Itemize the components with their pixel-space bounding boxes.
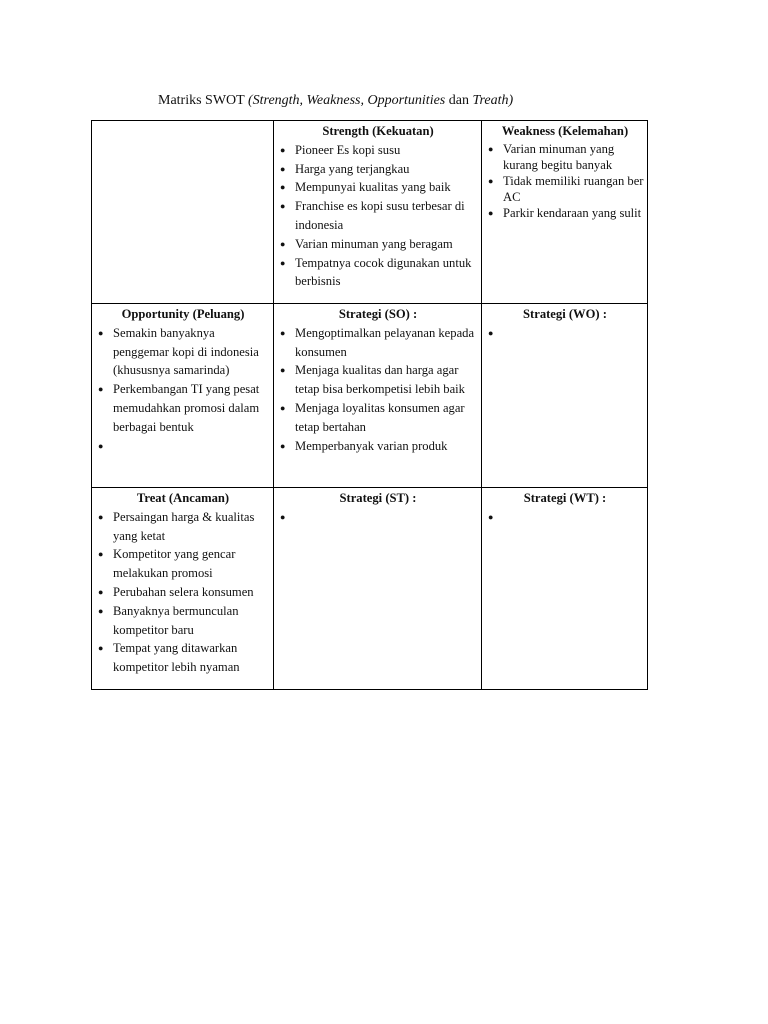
list-item (486, 324, 644, 343)
strategy-wt-header: Strategi (WT) : (523, 491, 607, 505)
list-item: ● Menjaga loyalitas konsumen agar tetap bertahan (278, 399, 478, 437)
list-item (486, 508, 644, 527)
threat-list (96, 508, 270, 677)
table-row (92, 121, 648, 304)
list-item (96, 437, 270, 456)
weakness-cell (482, 121, 648, 304)
empty-corner-cell (92, 121, 274, 304)
strength-list (278, 141, 478, 291)
strategy-so-list (278, 324, 478, 456)
list-item: ● Varian minuman yang kurang begitu banyak (486, 141, 644, 173)
table-row (92, 488, 648, 690)
strategy-so-cell (274, 304, 482, 488)
title-italic-part: (Strength, Weakness, Opportunities (247, 93, 446, 108)
list-item: ● Semakin banyaknya penggemar kopi di indonesia (khususnya samarinda) (96, 324, 270, 380)
list-item: ● Pioneer Es kopi susu (278, 141, 478, 160)
title-connector: dan (445, 93, 473, 108)
swot-matrix-table (91, 120, 648, 690)
table-row (92, 304, 648, 488)
list-item: ● Franchise es kopi susu terbesar di indonesia (278, 197, 478, 235)
list-item: ● Persaingan harga & kualitas yang ketat (96, 508, 270, 546)
list-item (278, 508, 478, 527)
list-item: ● Mengoptimalkan pelayanan kepada konsumen (278, 324, 478, 362)
weakness-list (486, 141, 644, 221)
opportunity-header: Opportunity (Peluang) (121, 307, 245, 321)
list-item: ● Memperbanyak varian produk (278, 437, 478, 456)
strategy-st-list (278, 508, 478, 527)
list-item: ● Perubahan selera konsumen (96, 583, 270, 602)
list-item: ● Kompetitor yang gencar melakukan promosi (96, 545, 270, 583)
list-item: ● Menjaga kualitas dan harga agar tetap bisa berkompetisi lebih baik (278, 361, 478, 399)
list-item: ● Mempunyai kualitas yang baik (278, 178, 478, 197)
list-item: ● Banyaknya bermunculan kompetitor baru (96, 602, 270, 640)
threat-cell (92, 488, 274, 690)
strategy-wo-list (486, 324, 644, 343)
strategy-wo-cell (482, 304, 648, 488)
list-item: ● Parkir kendaraan yang sulit (486, 205, 644, 221)
list-item: ● Tempat yang ditawarkan kompetitor lebih nyaman (96, 639, 270, 677)
threat-header: Treat (Ancaman) (136, 491, 230, 505)
list-item: ● Harga yang terjangkau (278, 160, 478, 179)
strategy-wt-list (486, 508, 644, 527)
strategy-st-header: Strategi (ST) : (339, 491, 417, 505)
title-italic-end: Treath) (472, 93, 514, 108)
document-title (158, 93, 513, 109)
strategy-st-cell (274, 488, 482, 690)
strength-header: Strength (Kekuatan) (322, 124, 434, 138)
list-item: ● Tempatnya cocok digunakan untuk berbisnis (278, 254, 478, 292)
opportunity-cell (92, 304, 274, 488)
strategy-wo-header: Strategi (WO) : (523, 307, 607, 321)
opportunity-list (96, 324, 270, 456)
list-item: ● Perkembangan TI yang pesat memudahkan promosi dalam berbagai bentuk (96, 380, 270, 436)
list-item: ● Tidak memiliki ruangan ber AC (486, 173, 644, 205)
weakness-header: Weakness (Kelemahan) (501, 124, 629, 138)
strategy-wt-cell (482, 488, 648, 690)
strength-cell (274, 121, 482, 304)
strategy-so-header: Strategi (SO) : (338, 307, 418, 321)
title-prefix: Matriks SWOT (158, 93, 248, 108)
list-item: ● Varian minuman yang beragam (278, 235, 478, 254)
